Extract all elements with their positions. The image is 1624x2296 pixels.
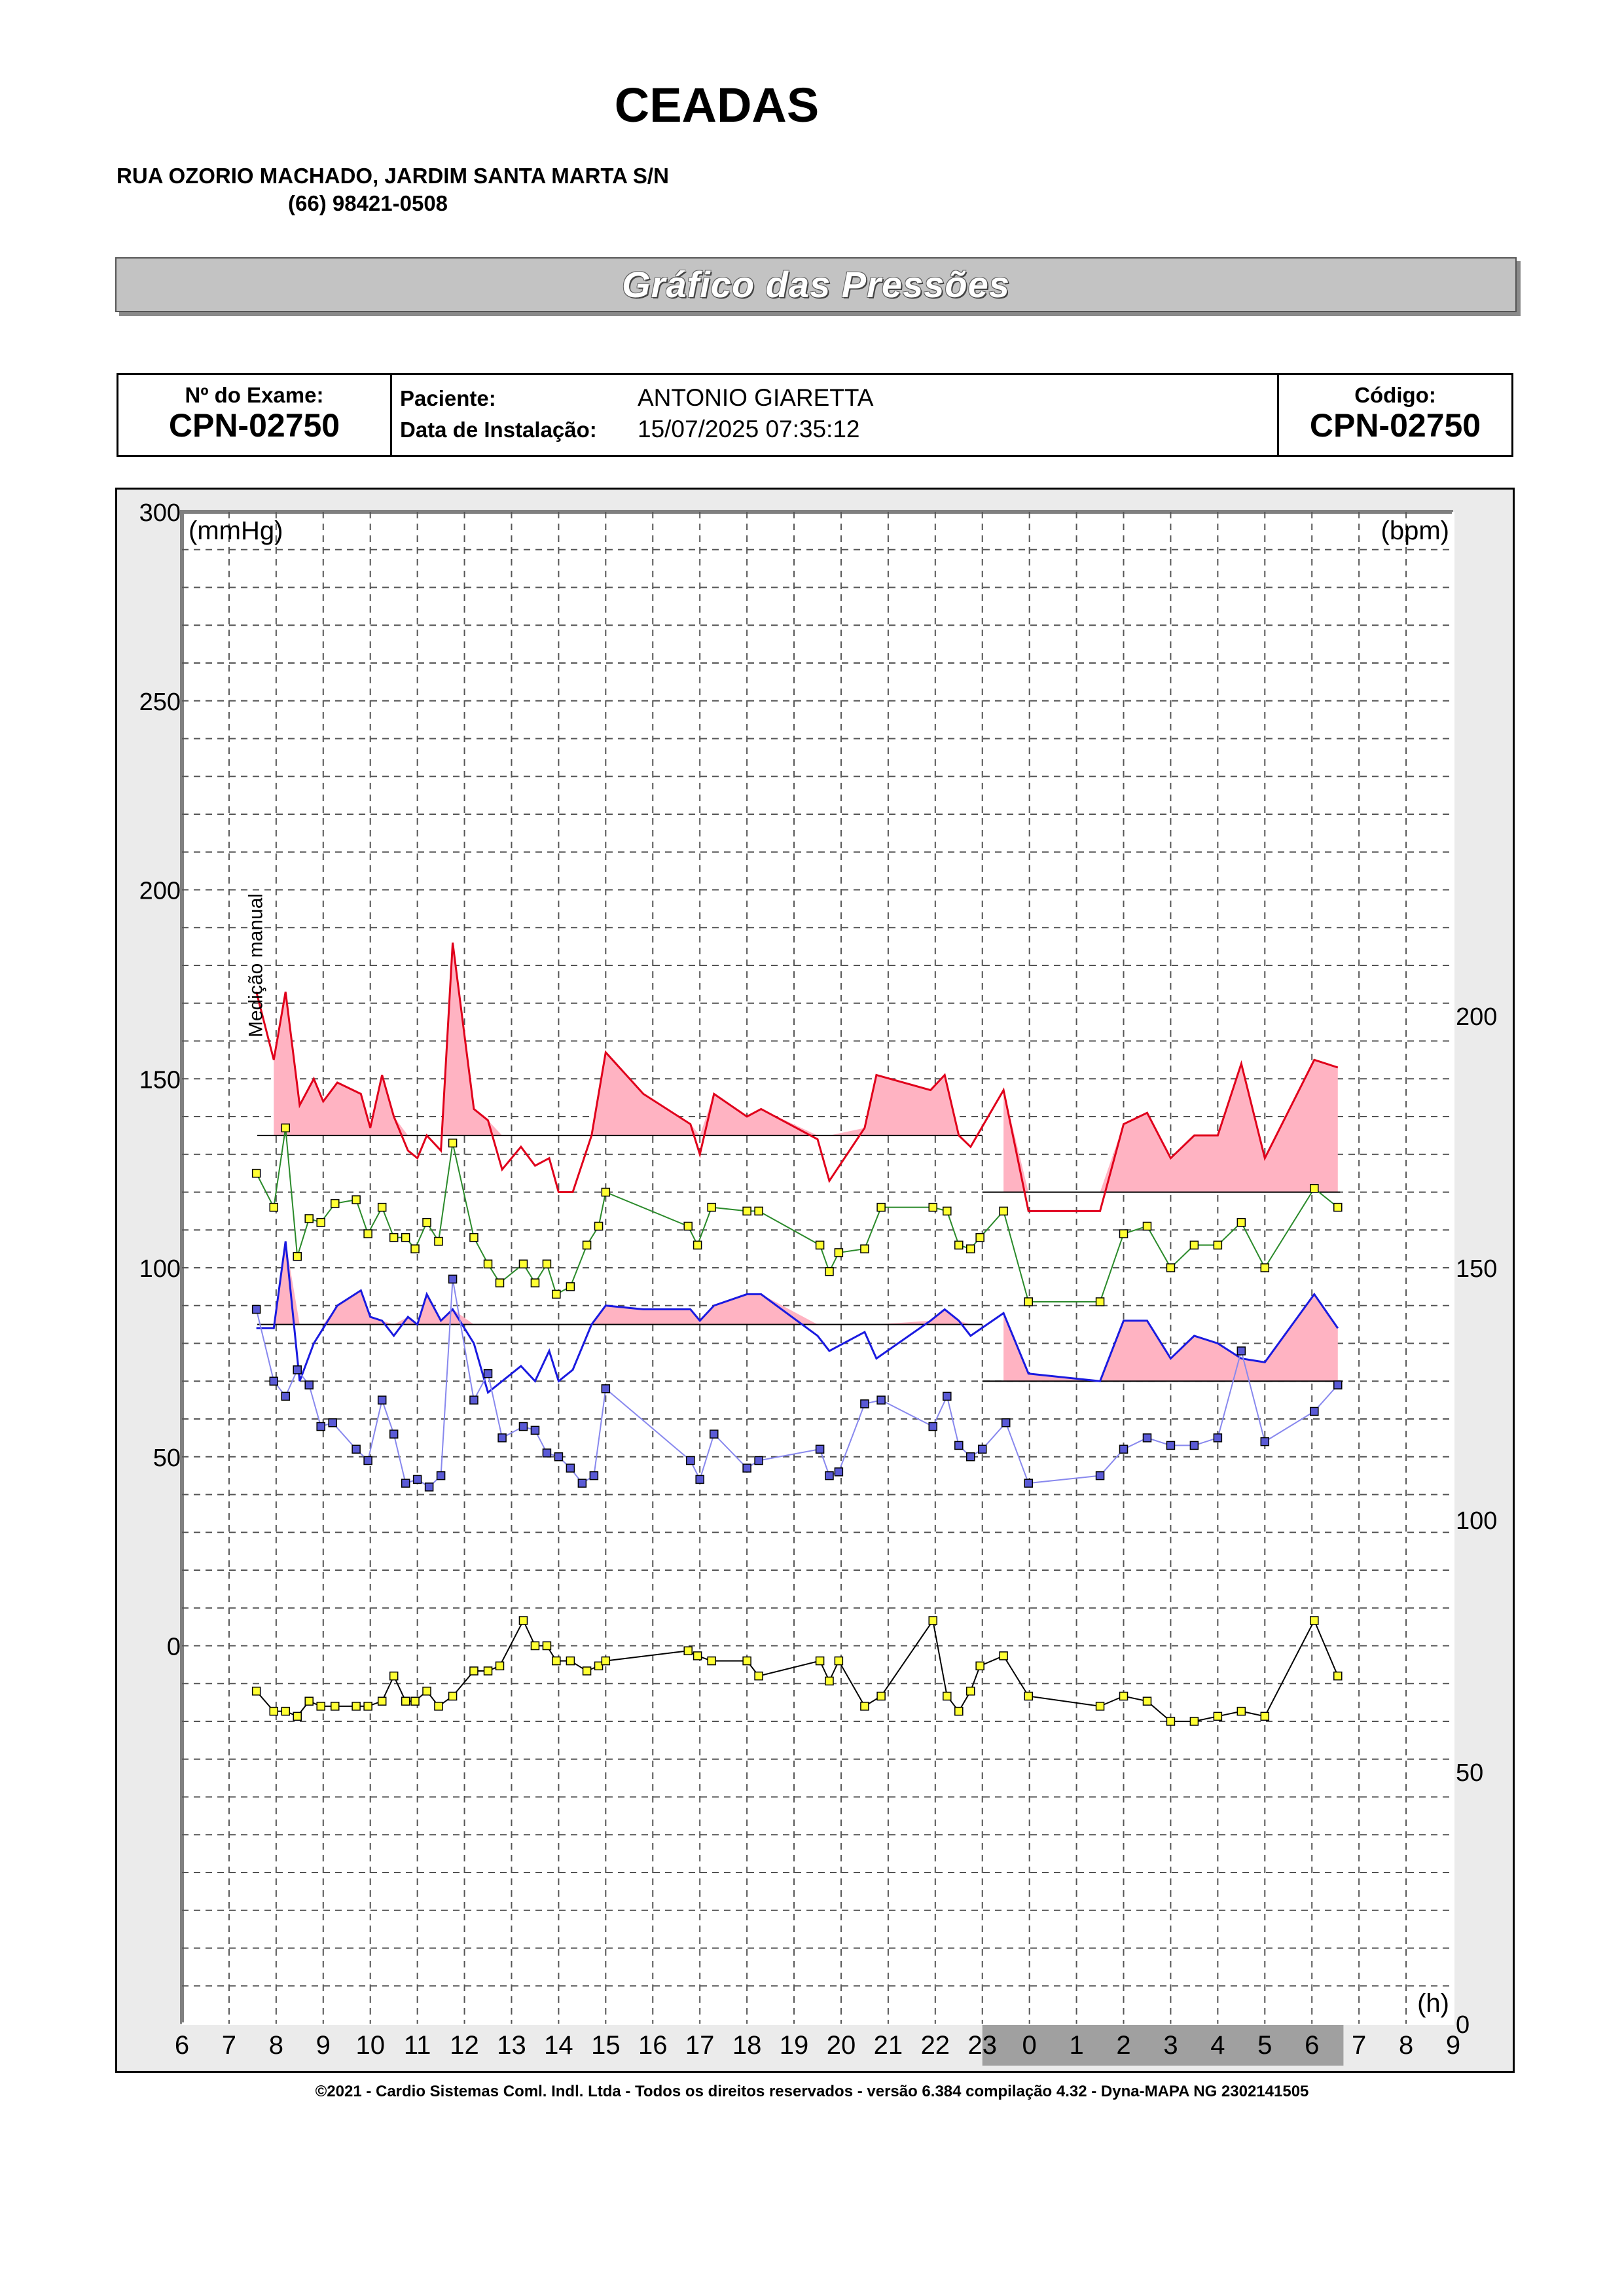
manual-point <box>1334 1381 1342 1389</box>
install-date: 15/07/2025 07:35:12 <box>638 416 860 442</box>
manual-point <box>449 1275 457 1283</box>
mean-pressure-point <box>816 1241 824 1249</box>
hour-tick-label: 19 <box>779 2031 809 2060</box>
footer-copyright: ©2021 - Cardio Sistemas Coml. Indl. Ltda - Todos os direitos reservados - versão 6.384 compilação 4.32 - Dyna-MAPA NG 2302141505 <box>315 2083 1309 2100</box>
mean-pressure-point <box>519 1260 527 1268</box>
manual-point <box>1024 1479 1032 1487</box>
hour-tick-label: 0 <box>1022 2031 1037 2060</box>
manual-point <box>755 1457 763 1465</box>
hour-tick-label: 21 <box>873 2031 903 2060</box>
right-tick-label: 200 <box>1456 1003 1498 1031</box>
hour-tick-label: 8 <box>268 2031 283 2060</box>
heart-rate-point <box>1166 1717 1174 1725</box>
manual-point <box>816 1445 824 1453</box>
hour-tick-label: 23 <box>967 2031 997 2060</box>
heart-rate-point <box>694 1652 702 1660</box>
mean-pressure-point <box>543 1260 550 1268</box>
patient-row <box>400 384 873 412</box>
manual-point <box>1120 1445 1128 1453</box>
banner-title: Gráfico das Pressões <box>622 264 1010 305</box>
heart-rate-point <box>470 1667 478 1675</box>
left-tick-label: 100 <box>139 1255 181 1283</box>
mean-pressure-point <box>378 1204 386 1211</box>
mean-pressure-point <box>411 1245 419 1253</box>
clinic-title: CEADAS <box>614 78 820 132</box>
mean-pressure-point <box>1310 1185 1318 1193</box>
mean-pressure-point <box>566 1283 574 1291</box>
left-axis-unit: (mmHg) <box>189 516 283 545</box>
left-tick-label: 0 <box>166 1633 181 1661</box>
mean-pressure-point <box>331 1200 339 1208</box>
manual-point <box>835 1468 842 1476</box>
heart-rate-point <box>967 1687 975 1695</box>
mean-pressure-point <box>1214 1241 1221 1249</box>
heart-rate-point <box>1261 1712 1269 1720</box>
mean-pressure-point <box>1166 1264 1174 1272</box>
manual-point <box>402 1479 410 1487</box>
manual-point <box>743 1464 751 1472</box>
hour-tick-label: 22 <box>920 2031 950 2060</box>
heart-rate-point <box>496 1662 504 1670</box>
hour-tick-label: 20 <box>826 2031 856 2060</box>
manual-point <box>498 1434 506 1442</box>
mean-pressure-point <box>929 1204 937 1211</box>
manual-point <box>281 1392 289 1400</box>
hour-tick-label: 12 <box>450 2031 479 2060</box>
heart-rate-point <box>293 1712 301 1720</box>
install-row <box>400 416 860 443</box>
heart-rate-point <box>877 1693 885 1700</box>
heart-rate-point <box>1120 1693 1128 1700</box>
code-value: CPN-02750 <box>1309 407 1481 444</box>
manual-point <box>710 1430 718 1438</box>
manual-point <box>390 1430 398 1438</box>
mean-pressure-point <box>1190 1241 1198 1249</box>
mean-pressure-point <box>1334 1204 1342 1211</box>
mean-pressure-point <box>861 1245 869 1253</box>
heart-rate-point <box>364 1702 372 1710</box>
manual-point <box>1261 1438 1269 1446</box>
clinic-phone: (66) 98421-0508 <box>288 191 448 215</box>
heart-rate-point <box>390 1672 398 1680</box>
heart-rate-point <box>305 1697 313 1705</box>
mean-pressure-point <box>352 1196 360 1204</box>
manual-point <box>590 1472 598 1480</box>
manual-point <box>543 1449 550 1457</box>
manual-point <box>687 1457 695 1465</box>
hour-tick-label: 16 <box>638 2031 668 2060</box>
hour-tick-label: 5 <box>1257 2031 1272 2060</box>
heart-rate-point <box>743 1657 751 1665</box>
hour-tick-label: 7 <box>221 2031 237 2060</box>
manual-point <box>955 1441 963 1449</box>
manual-point <box>329 1419 336 1427</box>
mean-pressure-point <box>253 1170 261 1177</box>
manual-point <box>414 1475 422 1483</box>
heart-rate-point <box>519 1617 527 1624</box>
mean-pressure-point <box>602 1189 609 1196</box>
mean-pressure-point <box>835 1249 842 1257</box>
left-tick-label: 150 <box>139 1066 181 1094</box>
mean-pressure-point <box>755 1207 763 1215</box>
mean-pressure-point <box>1120 1230 1128 1238</box>
mean-pressure-point <box>531 1279 539 1287</box>
heart-rate-point <box>583 1667 591 1675</box>
mean-pressure-point <box>484 1260 492 1268</box>
left-tick-label: 250 <box>139 688 181 716</box>
hour-tick-label: 13 <box>497 2031 526 2060</box>
right-axis-unit: (bpm) <box>1380 516 1449 545</box>
heart-rate-point <box>1214 1712 1221 1720</box>
manual-point <box>437 1472 445 1480</box>
manual-point <box>531 1426 539 1434</box>
manual-point <box>967 1453 975 1461</box>
manual-point <box>253 1306 261 1314</box>
hour-tick-label: 9 <box>316 2031 331 2060</box>
heart-rate-point <box>543 1642 550 1650</box>
manual-point <box>943 1392 951 1400</box>
mean-pressure-point <box>390 1234 398 1242</box>
code-label: Código: <box>1354 383 1436 407</box>
left-tick-label: 200 <box>139 877 181 905</box>
right-tick-label: 0 <box>1456 2011 1470 2039</box>
annotation-manual-measurement: Medição manual <box>245 893 267 1038</box>
left-tick-label: 300 <box>139 499 181 527</box>
hour-tick-label: 6 <box>174 2031 190 2060</box>
heart-rate-point <box>1310 1617 1318 1624</box>
hour-tick-label: 7 <box>1352 2031 1367 2060</box>
mean-pressure-point <box>402 1234 410 1242</box>
heart-rate-point <box>1024 1693 1032 1700</box>
manual-point <box>1096 1472 1104 1480</box>
mean-pressure-point <box>955 1241 963 1249</box>
heart-rate-point <box>352 1702 360 1710</box>
mean-pressure-point <box>1143 1222 1151 1230</box>
manual-point <box>861 1400 869 1408</box>
mean-pressure-point <box>1024 1298 1032 1306</box>
manual-point <box>1166 1441 1174 1449</box>
pressure-chart <box>115 488 1515 2073</box>
manual-point <box>929 1423 937 1431</box>
mean-pressure-point <box>423 1219 431 1227</box>
heart-rate-point <box>253 1687 261 1695</box>
mean-pressure-point <box>694 1241 702 1249</box>
heart-rate-point <box>976 1662 984 1670</box>
mean-pressure-point <box>1261 1264 1269 1272</box>
patient-label: Paciente: <box>400 386 496 410</box>
manual-point <box>305 1381 313 1389</box>
hour-tick-label: 14 <box>544 2031 573 2060</box>
heart-rate-point <box>449 1693 457 1700</box>
manual-point <box>270 1377 278 1385</box>
mean-pressure-point <box>293 1253 301 1261</box>
hour-tick-label: 3 <box>1163 2031 1178 2060</box>
hour-tick-label: 11 <box>403 2031 431 2060</box>
mean-pressure-point <box>684 1222 692 1230</box>
hour-tick-label: 1 <box>1069 2031 1084 2060</box>
manual-point <box>1002 1419 1010 1427</box>
right-tick-label: 100 <box>1456 1507 1498 1535</box>
mean-pressure-point <box>1237 1219 1245 1227</box>
manual-point <box>877 1396 885 1404</box>
code-cell <box>1279 375 1511 455</box>
mean-pressure-point <box>1096 1298 1104 1306</box>
exam-number-cell <box>118 375 392 455</box>
heart-rate-point <box>552 1657 560 1665</box>
mean-pressure-point <box>943 1207 951 1215</box>
hour-tick-label: 6 <box>1305 2031 1320 2060</box>
manual-point <box>1237 1347 1245 1355</box>
heart-rate-point <box>281 1708 289 1715</box>
mean-pressure-point <box>1000 1207 1007 1215</box>
heart-rate-point <box>835 1657 842 1665</box>
heart-rate-point <box>929 1617 937 1624</box>
mean-pressure-point <box>449 1139 457 1147</box>
heart-rate-point <box>331 1702 339 1710</box>
manual-point <box>1310 1407 1318 1415</box>
manual-point <box>378 1396 386 1404</box>
mean-pressure-point <box>708 1204 715 1211</box>
mean-pressure-point <box>470 1234 478 1242</box>
heart-rate-point <box>484 1667 492 1675</box>
mean-pressure-point <box>743 1207 751 1215</box>
mean-pressure-point <box>825 1268 833 1276</box>
exam-info-table <box>117 373 1513 457</box>
manual-point <box>470 1396 478 1404</box>
manual-point <box>602 1385 609 1393</box>
mean-pressure-point <box>364 1230 372 1238</box>
heart-rate-point <box>402 1697 410 1705</box>
right-tick-label: 150 <box>1456 1255 1498 1283</box>
install-label: Data de Instalação: <box>400 418 597 442</box>
heart-rate-point <box>602 1657 609 1665</box>
patient-name: ANTONIO GIARETTA <box>638 384 874 411</box>
hour-tick-label: 10 <box>355 2031 385 2060</box>
mean-pressure-point <box>281 1124 289 1132</box>
heart-rate-point <box>708 1657 715 1665</box>
hour-tick-label: 18 <box>732 2031 762 2060</box>
manual-point <box>578 1479 586 1487</box>
heart-rate-point <box>825 1677 833 1685</box>
heart-rate-point <box>317 1702 325 1710</box>
heart-rate-point <box>1190 1717 1198 1725</box>
manual-point <box>696 1475 704 1483</box>
mean-pressure-point <box>595 1222 603 1230</box>
hour-tick-label: 8 <box>1398 2031 1414 2060</box>
heart-rate-point <box>423 1687 431 1695</box>
manual-point <box>825 1472 833 1480</box>
manual-point <box>1214 1434 1221 1442</box>
manual-point <box>317 1423 325 1431</box>
heart-rate-point <box>816 1657 824 1665</box>
manual-point <box>1190 1441 1198 1449</box>
heart-rate-point <box>531 1642 539 1650</box>
manual-point <box>364 1457 372 1465</box>
exam-number-value: CPN-02750 <box>168 407 340 444</box>
report-banner <box>115 257 1517 312</box>
heart-rate-point <box>1143 1697 1151 1705</box>
heart-rate-point <box>955 1708 963 1715</box>
mean-pressure-point <box>317 1219 325 1227</box>
hour-tick-label: 2 <box>1116 2031 1131 2060</box>
heart-rate-point <box>861 1702 869 1710</box>
heart-rate-point <box>270 1708 278 1715</box>
manual-point <box>425 1483 433 1491</box>
hour-axis-unit: (h) <box>1417 1989 1449 2018</box>
manual-point <box>484 1370 492 1378</box>
mean-pressure-point <box>583 1241 591 1249</box>
mean-pressure-point <box>976 1234 984 1242</box>
heart-rate-point <box>1000 1652 1007 1660</box>
pressure-chart-svg <box>117 490 1513 2071</box>
mean-pressure-point <box>270 1204 278 1211</box>
mean-pressure-point <box>435 1238 442 1246</box>
hour-tick-label: 15 <box>591 2031 621 2060</box>
hour-tick-label: 9 <box>1445 2031 1461 2060</box>
mean-pressure-point <box>877 1204 885 1211</box>
manual-point <box>293 1366 301 1374</box>
manual-point <box>979 1445 986 1453</box>
manual-point <box>566 1464 574 1472</box>
patient-cell <box>392 375 1279 455</box>
left-tick-label: 50 <box>153 1444 181 1472</box>
heart-rate-point <box>566 1657 574 1665</box>
mean-pressure-point <box>967 1245 975 1253</box>
heart-rate-point <box>943 1693 951 1700</box>
mean-pressure-point <box>496 1279 504 1287</box>
hour-tick-label: 17 <box>685 2031 715 2060</box>
heart-rate-point <box>755 1672 763 1680</box>
heart-rate-point <box>1096 1702 1104 1710</box>
heart-rate-point <box>378 1697 386 1705</box>
mean-pressure-point <box>305 1215 313 1223</box>
heart-rate-point <box>435 1702 442 1710</box>
manual-point <box>554 1453 562 1461</box>
right-tick-label: 50 <box>1456 1759 1484 1787</box>
heart-rate-point <box>1237 1708 1245 1715</box>
manual-point <box>352 1445 360 1453</box>
exam-number-label: Nº do Exame: <box>185 383 324 407</box>
heart-rate-point <box>411 1697 419 1705</box>
clinic-address: RUA OZORIO MACHADO, JARDIM SANTA MARTA S/N <box>117 164 669 188</box>
heart-rate-point <box>1334 1672 1342 1680</box>
hour-tick-label: 4 <box>1210 2031 1225 2060</box>
manual-point <box>519 1423 527 1431</box>
manual-point <box>1143 1434 1151 1442</box>
heart-rate-point <box>684 1647 692 1655</box>
mean-pressure-point <box>552 1290 560 1298</box>
